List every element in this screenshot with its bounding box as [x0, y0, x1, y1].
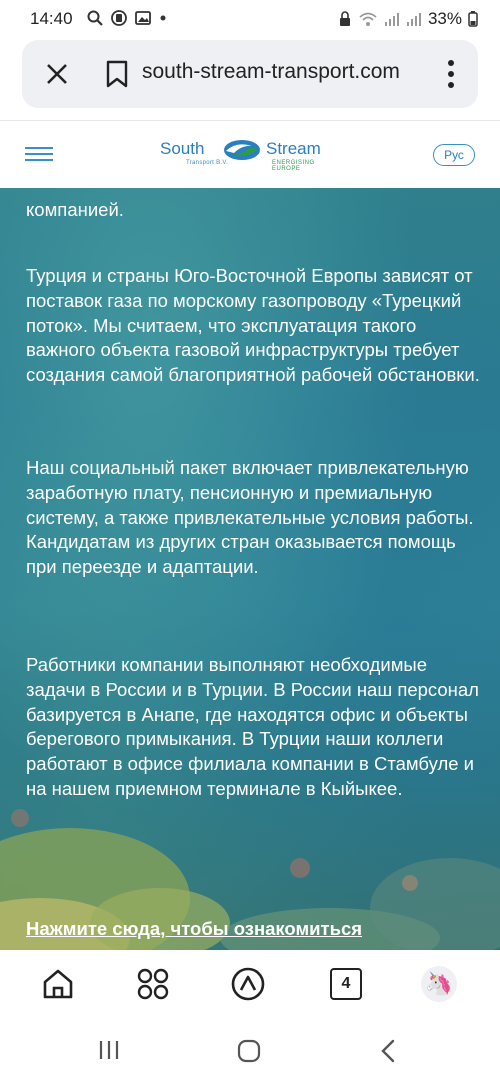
wifi-icon	[358, 10, 378, 28]
hamburger-menu-icon[interactable]	[25, 147, 53, 163]
profile-avatar[interactable]: 🦄	[421, 966, 457, 1002]
close-icon[interactable]	[40, 57, 74, 91]
battery-level: 33%	[427, 9, 462, 28]
status-left-icons	[86, 9, 168, 27]
url-text[interactable]: south-stream-transport.com	[142, 60, 400, 83]
recent-apps-icon[interactable]	[96, 1038, 122, 1062]
dot-icon	[158, 9, 168, 27]
services-grid-icon[interactable]	[135, 966, 171, 1002]
paragraph-locations: Работники компании выполняют необходимые задачи в России и в Турции. В России наш персонал базируется в Анапе, где находятся офис и объекты берегового примыкания. В Турции наши коллеги работают в офисе филиала компании в Стамбуле и на нашем приемном терминале в Кыйыкее.	[26, 654, 479, 799]
language-button[interactable]: Рус	[433, 144, 475, 166]
system-nav-bar	[0, 1022, 500, 1083]
bookmark-icon[interactable]	[104, 59, 130, 89]
paragraph-social-package: Наш социальный пакет включает привлекательную заработную плату, пенсионную и премиальную систему, а также привлекательные условия работы. Кандидатам из других стран оказывается помощь при переезде и адаптации.	[26, 457, 474, 578]
paragraph-turkey: Турция и страны Юго-Восточной Европы зависят от поставок газа по морскому газопроводу «Турецкий поток». Мы считаем, что эксплуатация такого важного объекта газовой инфраструктуры требует создания самой благоприятной рабочей обстановки.	[26, 265, 480, 386]
home-icon[interactable]	[40, 966, 76, 1002]
status-right-icons	[338, 9, 478, 29]
image-icon	[134, 9, 152, 27]
search-icon	[86, 9, 104, 27]
lock-icon	[338, 10, 352, 28]
more-menu-icon[interactable]	[446, 58, 456, 90]
signal-icon	[384, 10, 400, 28]
paragraph-intro-end: компанией.	[26, 199, 124, 220]
record-icon	[110, 9, 128, 27]
status-bar	[0, 0, 500, 38]
home-button-icon[interactable]	[236, 1038, 262, 1064]
status-time: 14:40	[30, 9, 73, 28]
south-stream-logo[interactable]	[160, 139, 340, 173]
logo-subtitle-energising: ENERGISING EUROPE	[272, 160, 315, 172]
back-icon[interactable]	[378, 1038, 398, 1064]
vacancies-link[interactable]: Нажмите сюда, чтобы ознакомиться	[26, 918, 363, 939]
alice-assistant-icon[interactable]	[230, 966, 266, 1002]
tabs-counter-button[interactable]: 4	[330, 968, 362, 1000]
battery-icon	[468, 10, 478, 28]
logo-text-south: South	[160, 139, 205, 158]
logo-text-stream: Stream	[266, 139, 321, 158]
signal-icon	[406, 10, 422, 28]
address-bar[interactable]	[22, 40, 478, 108]
careers-content	[0, 188, 500, 950]
site-header	[0, 120, 500, 189]
browser-toolbar	[0, 38, 500, 120]
logo-subtitle-transport: Transport B.V.	[186, 160, 229, 166]
logo-mark-icon	[222, 139, 262, 161]
